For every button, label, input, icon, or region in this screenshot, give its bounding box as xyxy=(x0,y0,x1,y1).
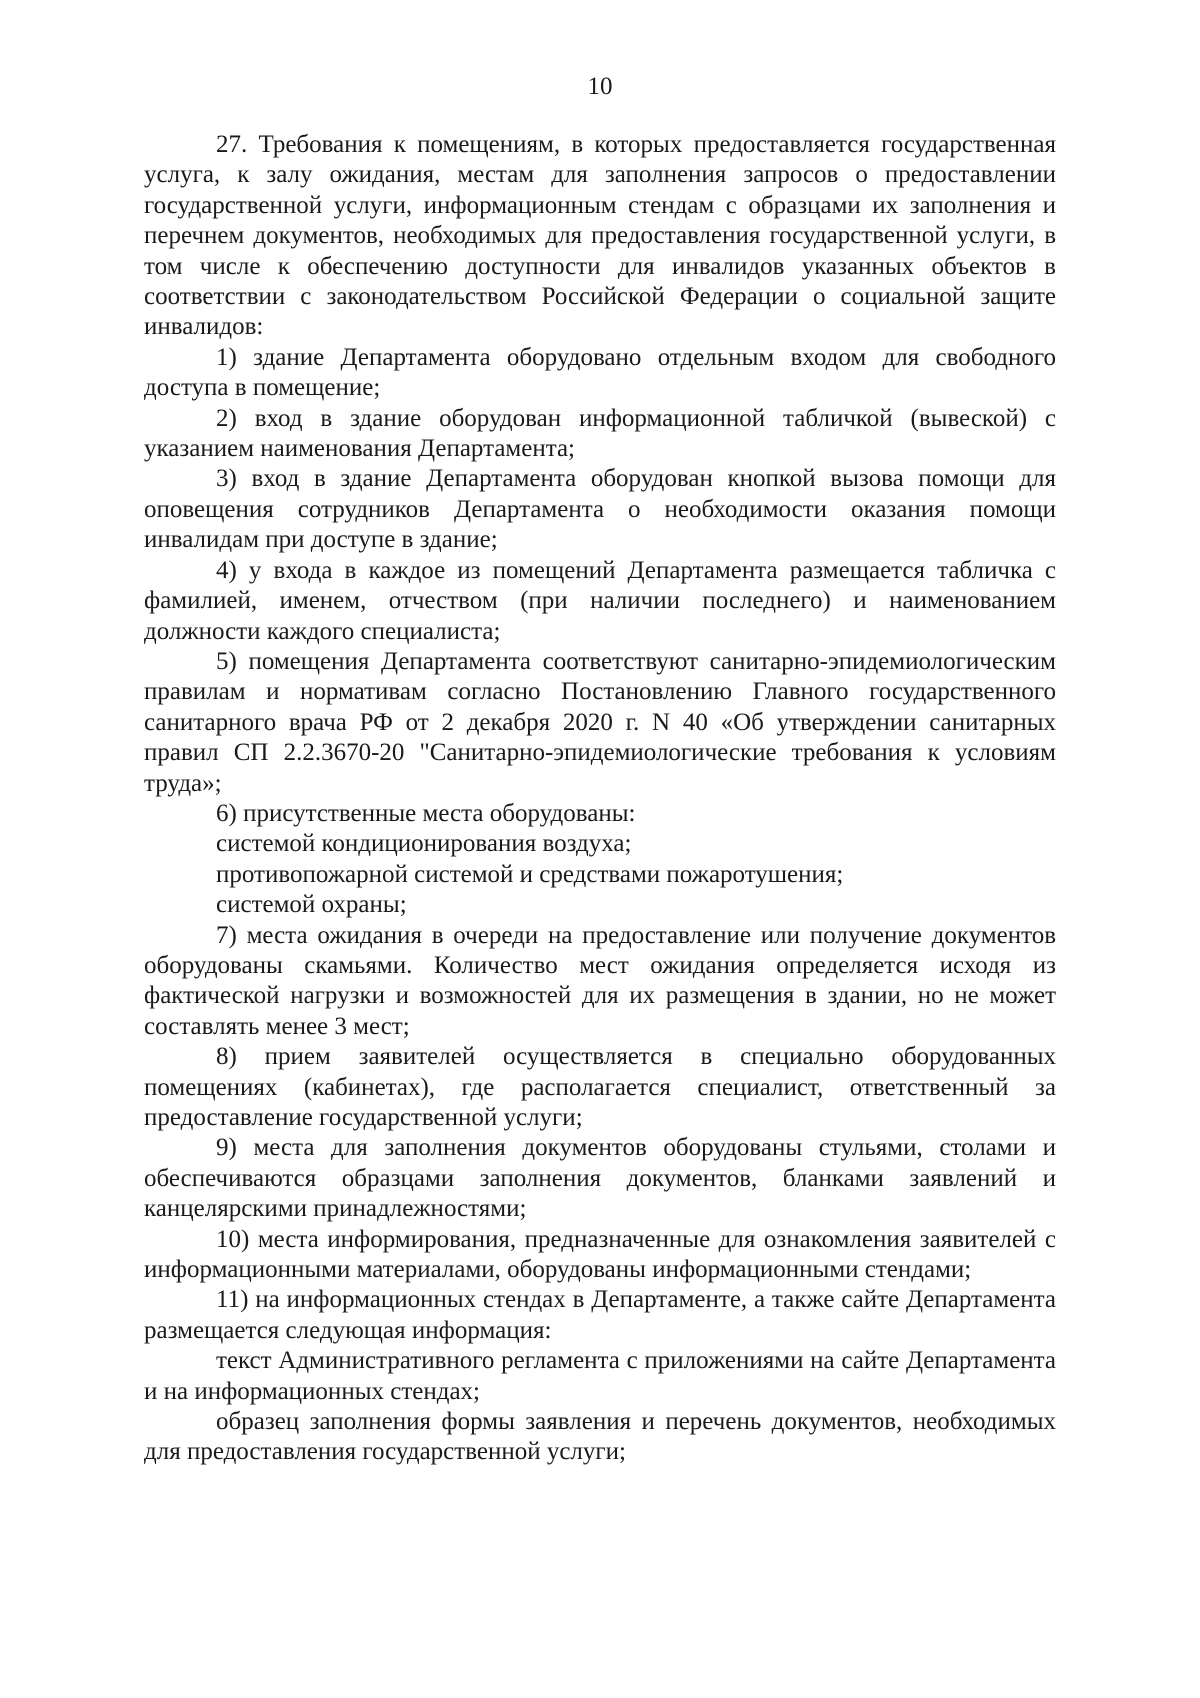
list-item-11-sub-1: текст Административного регламента с приложениями на сайте Департамента и на информационных стендах; xyxy=(144,1347,1056,1405)
list-item-3: 3) вход в здание Департамента оборудован кнопкой вызова помощи для оповещения сотрудников Департамента о необходимости оказания помощи инвалидам при доступе в здание; xyxy=(144,465,1056,554)
list-item-6-sub-1: системой кондиционирования воздуха; xyxy=(216,830,632,858)
list-item-10: 10) места информирования, предназначенные для ознакомления заявителей с информационными материалами, оборудованы информационными стендами; xyxy=(144,1225,1056,1284)
page-number: 10 xyxy=(587,73,613,100)
list-item-6: 6) присутственные места оборудованы: xyxy=(216,799,636,827)
list-item-6-sub-3: системой охраны; xyxy=(216,891,407,919)
paragraph-27-heading: 27. Требования к помещениям, в которых предоставляется государственная услуга, к залу ожидания, местам для заполнения запросов о предоставлении государственной услуги, информационным стендам с образцами их заполнения и перечнем документов, необходимых для предоставления государственной услуги, в том числе к обеспечению доступности для инвалидов указанных объектов в соответствии с законодательством Российской Федерации о социальной защите инвалидов: xyxy=(144,131,1056,341)
list-item-4: 4) у входа в каждое из помещений Департамента размещается табличка с фамилией, именем, отчеством (при наличии последнего) и наименованием должности каждого специалиста; xyxy=(144,556,1056,645)
document-body xyxy=(144,130,1056,1468)
list-item-2: 2) вход в здание оборудован информационной табличкой (вывеской) с указанием наименования Департамента; xyxy=(144,404,1056,463)
list-item-8: 8) прием заявителей осуществляется в специально оборудованных помещениях (кабинетах), где располагается специалист, ответственный за предоставление государственной услуги; xyxy=(144,1043,1056,1131)
list-item-11: 11) на информационных стендах в Департаменте, а также сайте Департамента размещается следующая информация: xyxy=(144,1286,1056,1344)
list-item-5: 5) помещения Департамента соответствуют санитарно-эпидемиологическим правилам и нормативам согласно Постановлению Главного государственного санитарного врача РФ от 2 декабря 2020 г. N 40 «Об утверждении санитарных правил СП 2.2.3670-20 "Санитарно-эпидемиологические требования к условиям труда»; xyxy=(144,647,1056,797)
list-item-11-sub-2: образец заполнения формы заявления и перечень документов, необходимых для предоставления государственной услуги; xyxy=(144,1408,1056,1466)
list-item-6-sub-2: противопожарной системой и средствами пожаротушения; xyxy=(216,860,844,888)
list-item-9: 9) места для заполнения документов оборудованы стульями, столами и обеспечиваются образцами заполнения документов, бланками заявлений и канцелярскими принадлежностями; xyxy=(144,1134,1056,1223)
list-item-7: 7) места ожидания в очереди на предоставление или получение документов оборудованы скамьями. Количество мест ожидания определяется исходя из фактической нагрузки и возможностей для их размещения в здании, но не может составлять менее 3 мест; xyxy=(144,921,1056,1040)
list-item-1: 1) здание Департамента оборудовано отдельным входом для свободного доступа в помещение; xyxy=(144,343,1056,402)
